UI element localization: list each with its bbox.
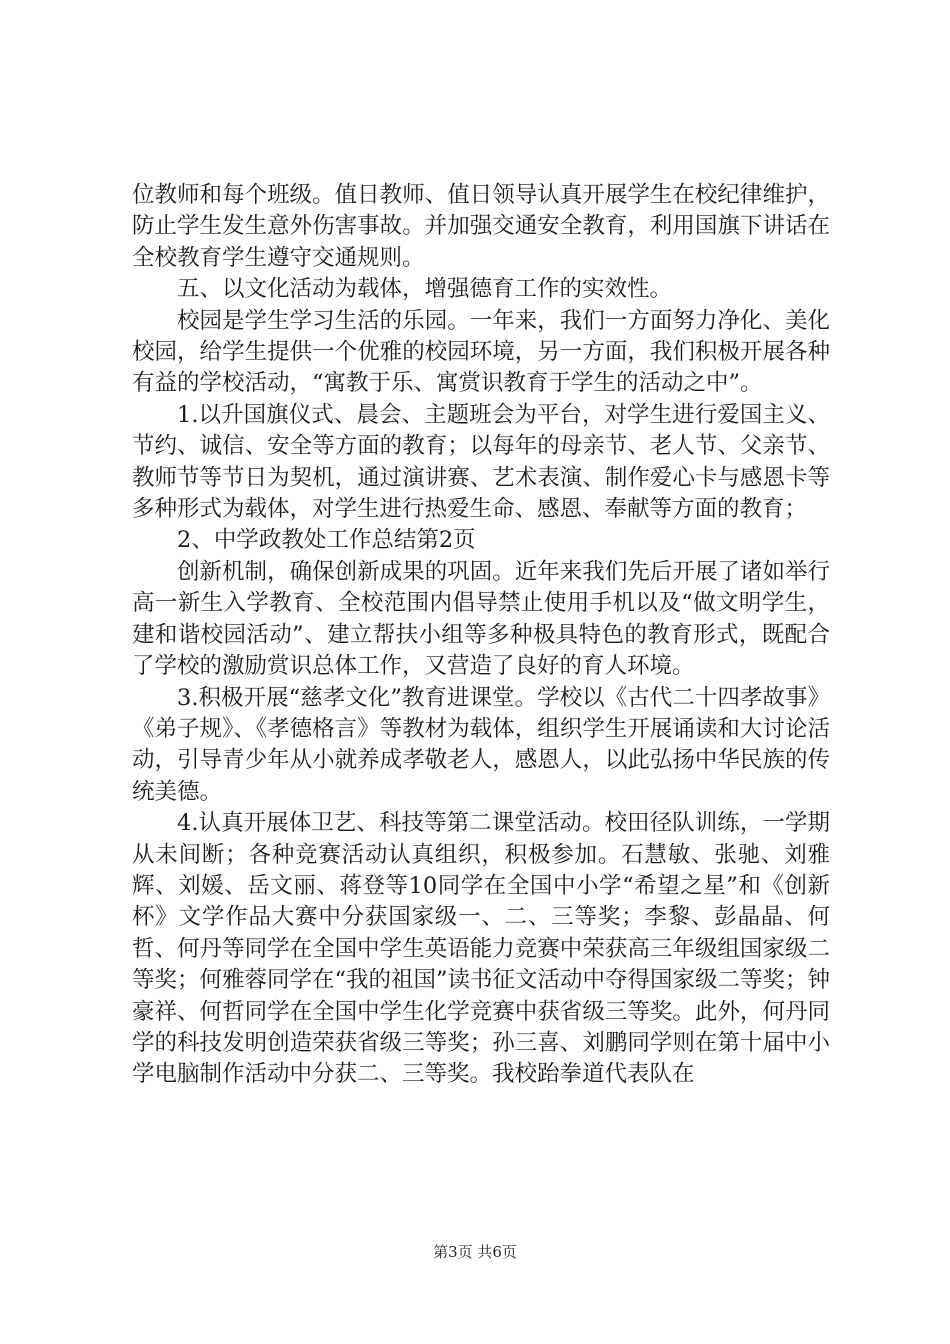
paragraph-campus: 校园是学生学习生活的乐园。一年来，我们一方面努力净化、美化校园，给学生提供一个优雅的校园环境，另一方面，我们积极开展各种有益的学校活动，“寓教于乐、寓赏识教育于学生的活动之中”。 — [132, 307, 830, 397]
paragraph-item-4: 4.认真开展体卫艺、科技等第二课堂活动。校田径队训练，一学期从未间断；各种竞赛活动认真组织，积极参加。石慧敏、张驰、刘雅辉、刘媛、岳文丽、蒋登等10同学在全国中小学“希望之星”和《创新杯》文学作品大赛中分获国家级一、二、三等奖；李黎、彭晶晶、何哲、何丹等同学在全国中学生英语能力竞赛中荣获高三年级组国家级二等奖；何雅蓉同学在“我的祖国”读书征文活动中夺得国家级二等奖；钟豪祥、何哲同学在全国中学生化学竞赛中获省级三等奖。此外，何丹同学的科技发明创造荣获省级三等奖；孙三喜、刘鹏同学则在第十届中小学电脑制作活动中分获二、三等奖。我校跆拳道代表队在 — [132, 810, 831, 1088]
paragraph-item-1: 1.以升国旗仪式、晨会、主题班会为平台，对学生进行爱国主义、节约、诚信、安全等方面的教育；以每年的母亲节、老人节、父亲节、教师节等节日为契机，通过演讲赛、艺术表演、制作爱心卡与感恩卡等多种形式为载体，对学生进行热爱生命、感恩、奉献等方面的教育； — [132, 401, 830, 523]
section-heading-five: 五、以文化活动为载体，增强德育工作的实效性。 — [177, 276, 673, 303]
page-footer: 第3页 共6页 — [433, 1243, 517, 1261]
document-body — [132, 180, 830, 1091]
paragraph-innovation: 创新机制，确保创新成果的巩固。近年来我们先后开展了诸如举行高一新生入学教育、全校范围内倡导禁止使用手机以及“做文明学生，建和谐校园活动”、建立帮扶小组等多种极具特色的教育形式，既配合了学校的激励赏识总体工作，又营造了良好的育人环境。 — [132, 558, 830, 680]
paragraph-continuation: 位教师和每个班级。值日教师、值日领导认真开展学生在校纪律维护，防止学生发生意外伤害事故。并加强交通安全教育，利用国旗下讲话在全校教育学生遵守交通规则。 — [132, 182, 830, 271]
paragraph-item-2-heading: 2、中学政教处工作总结第2页 — [177, 527, 476, 554]
paragraph-item-3: 3.积极开展“慈孝文化”教育进课堂。学校以《古代二十四孝故事》《弟子规》、《孝德格言》等教材为载体，组织学生开展诵读和大讨论活动，引导青少年从小就养成孝敬老人，感恩人，以此弘扬中华民族的传统美德。 — [132, 684, 830, 805]
